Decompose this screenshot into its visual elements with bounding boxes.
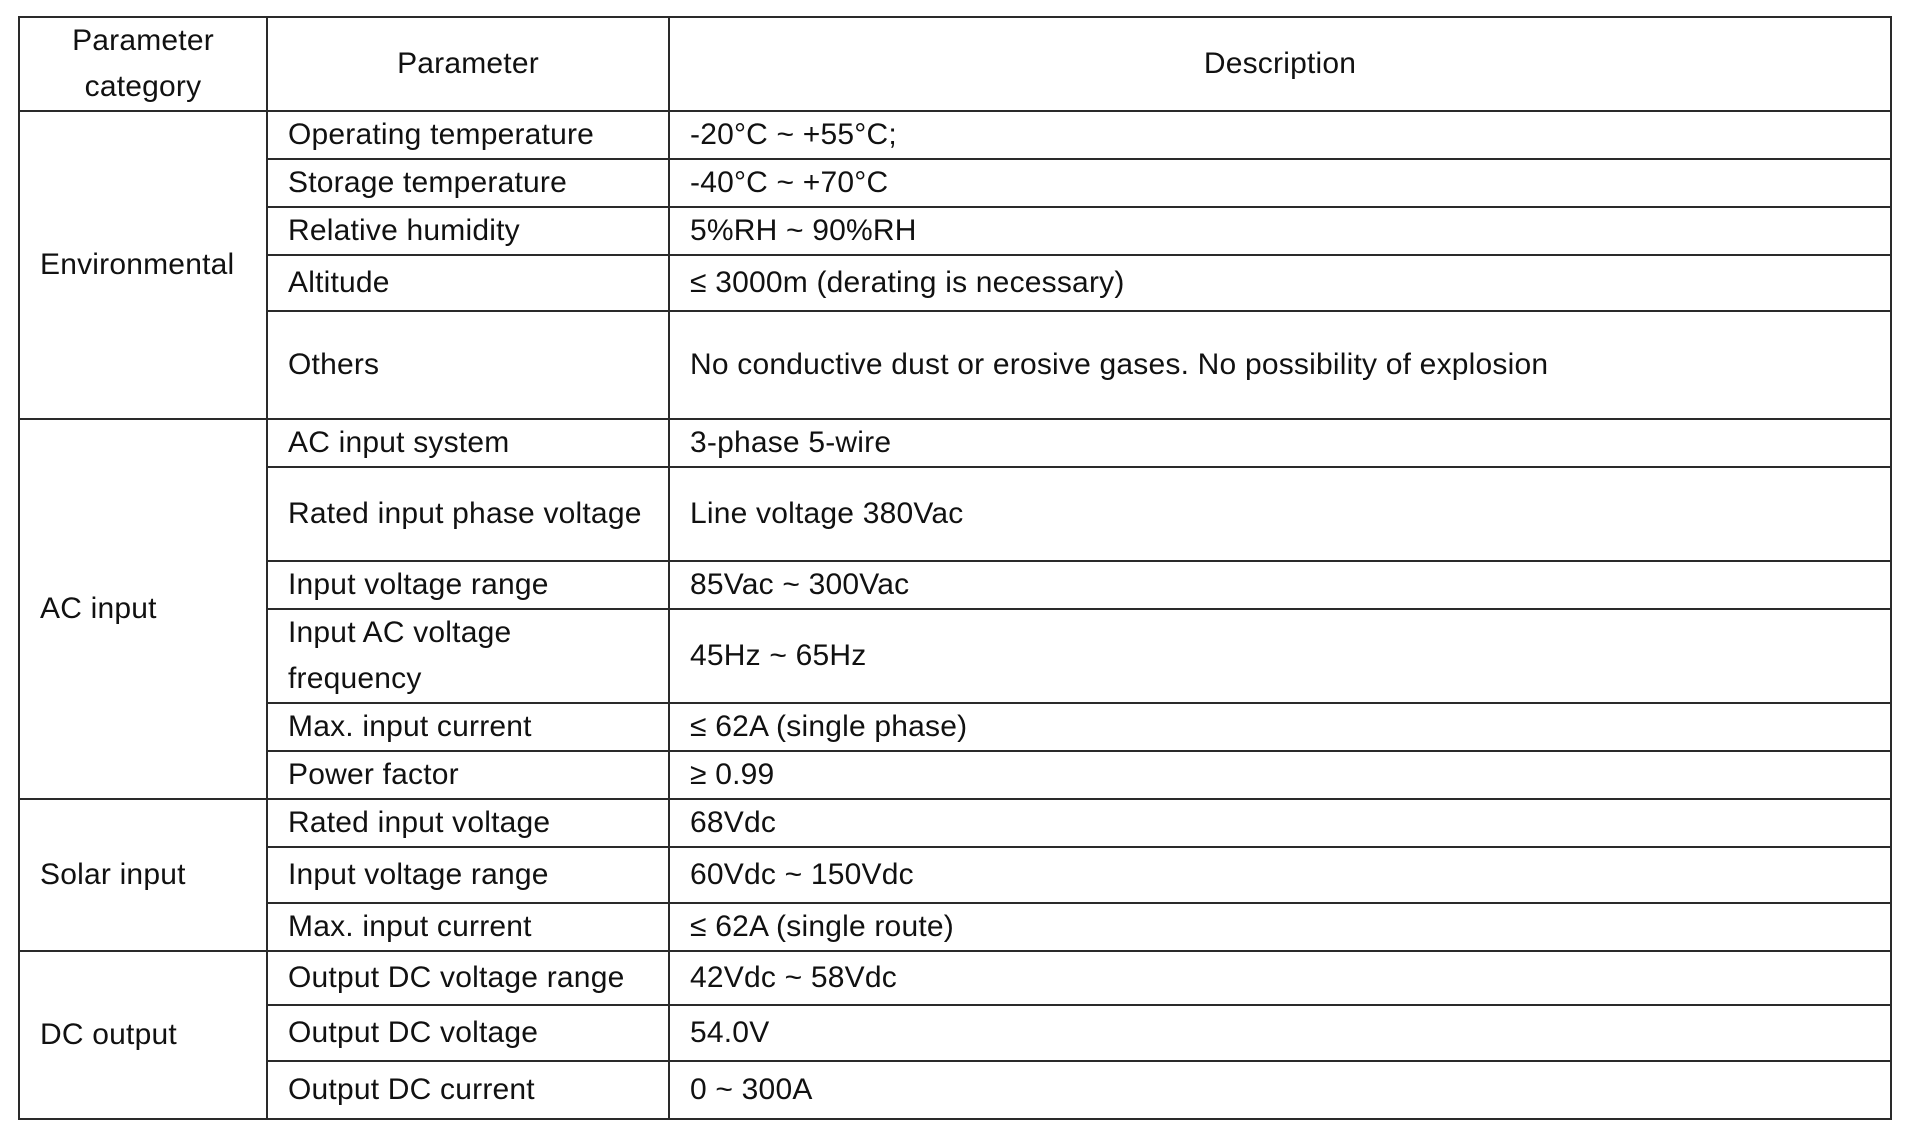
parameter-cell: Rated input phase voltage — [267, 467, 669, 561]
description-cell: ≤ 3000m (derating is necessary) — [669, 255, 1891, 311]
table-row — [19, 951, 1891, 1005]
table-row — [19, 1005, 1891, 1061]
parameter-cell: Power factor — [267, 751, 669, 799]
description-cell: 5%RH ~ 90%RH — [669, 207, 1891, 255]
parameter-cell: Storage temperature — [267, 159, 669, 207]
header-parameter-category — [19, 17, 267, 111]
table-row — [19, 467, 1891, 561]
description-cell: 60Vdc ~ 150Vdc — [669, 847, 1891, 903]
table-row — [19, 1061, 1891, 1119]
table-row — [19, 609, 1891, 703]
table-row — [19, 207, 1891, 255]
description-cell: 45Hz ~ 65Hz — [669, 609, 1891, 703]
table-row — [19, 751, 1891, 799]
description-cell: 68Vdc — [669, 799, 1891, 847]
spec-table — [18, 16, 1892, 1120]
description-cell: 54.0V — [669, 1005, 1891, 1061]
parameter-cell: Output DC current — [267, 1061, 669, 1119]
category-cell-dc-output: DC output — [19, 951, 267, 1119]
parameter-cell: Rated input voltage — [267, 799, 669, 847]
table-row — [19, 903, 1891, 951]
table-row — [19, 111, 1891, 159]
description-cell: 0 ~ 300A — [669, 1061, 1891, 1119]
parameter-cell: Max. input current — [267, 903, 669, 951]
table-row — [19, 419, 1891, 467]
parameter-cell: Output DC voltage range — [267, 951, 669, 1005]
table-body — [19, 111, 1891, 1119]
parameter-cell: Input AC voltage frequency — [267, 609, 669, 703]
parameter-cell: Relative humidity — [267, 207, 669, 255]
table-row — [19, 311, 1891, 419]
header-category-line1: Parameter — [72, 24, 214, 57]
category-cell-solar-input: Solar input — [19, 799, 267, 951]
table-row — [19, 255, 1891, 311]
header-description: Description — [669, 17, 1891, 111]
description-cell: ≤ 62A (single route) — [669, 903, 1891, 951]
header-parameter: Parameter — [267, 17, 669, 111]
category-cell-environmental: Environmental — [19, 111, 267, 419]
table-row — [19, 847, 1891, 903]
description-cell: ≤ 62A (single phase) — [669, 703, 1891, 751]
table-row — [19, 703, 1891, 751]
description-cell: Line voltage 380Vac — [669, 467, 1891, 561]
description-cell: 85Vac ~ 300Vac — [669, 561, 1891, 609]
parameter-cell: Input voltage range — [267, 561, 669, 609]
category-cell-ac-input: AC input — [19, 419, 267, 799]
parameter-cell: Max. input current — [267, 703, 669, 751]
table-header — [19, 17, 1891, 111]
parameter-cell: Operating temperature — [267, 111, 669, 159]
parameter-cell: Input voltage range — [267, 847, 669, 903]
parameter-cell: AC input system — [267, 419, 669, 467]
parameter-cell: Altitude — [267, 255, 669, 311]
description-cell: -20°C ~ +55°C; — [669, 111, 1891, 159]
description-cell: ≥ 0.99 — [669, 751, 1891, 799]
header-row — [19, 17, 1891, 111]
table-row — [19, 159, 1891, 207]
parameter-cell: Output DC voltage — [267, 1005, 669, 1061]
description-cell: 42Vdc ~ 58Vdc — [669, 951, 1891, 1005]
header-category-line2: category — [84, 70, 202, 103]
description-cell: -40°C ~ +70°C — [669, 159, 1891, 207]
table-row — [19, 799, 1891, 847]
table-row — [19, 561, 1891, 609]
parameter-cell: Others — [267, 311, 669, 419]
description-cell: No conductive dust or erosive gases. No possibility of explosion — [669, 311, 1891, 419]
description-cell: 3-phase 5-wire — [669, 419, 1891, 467]
